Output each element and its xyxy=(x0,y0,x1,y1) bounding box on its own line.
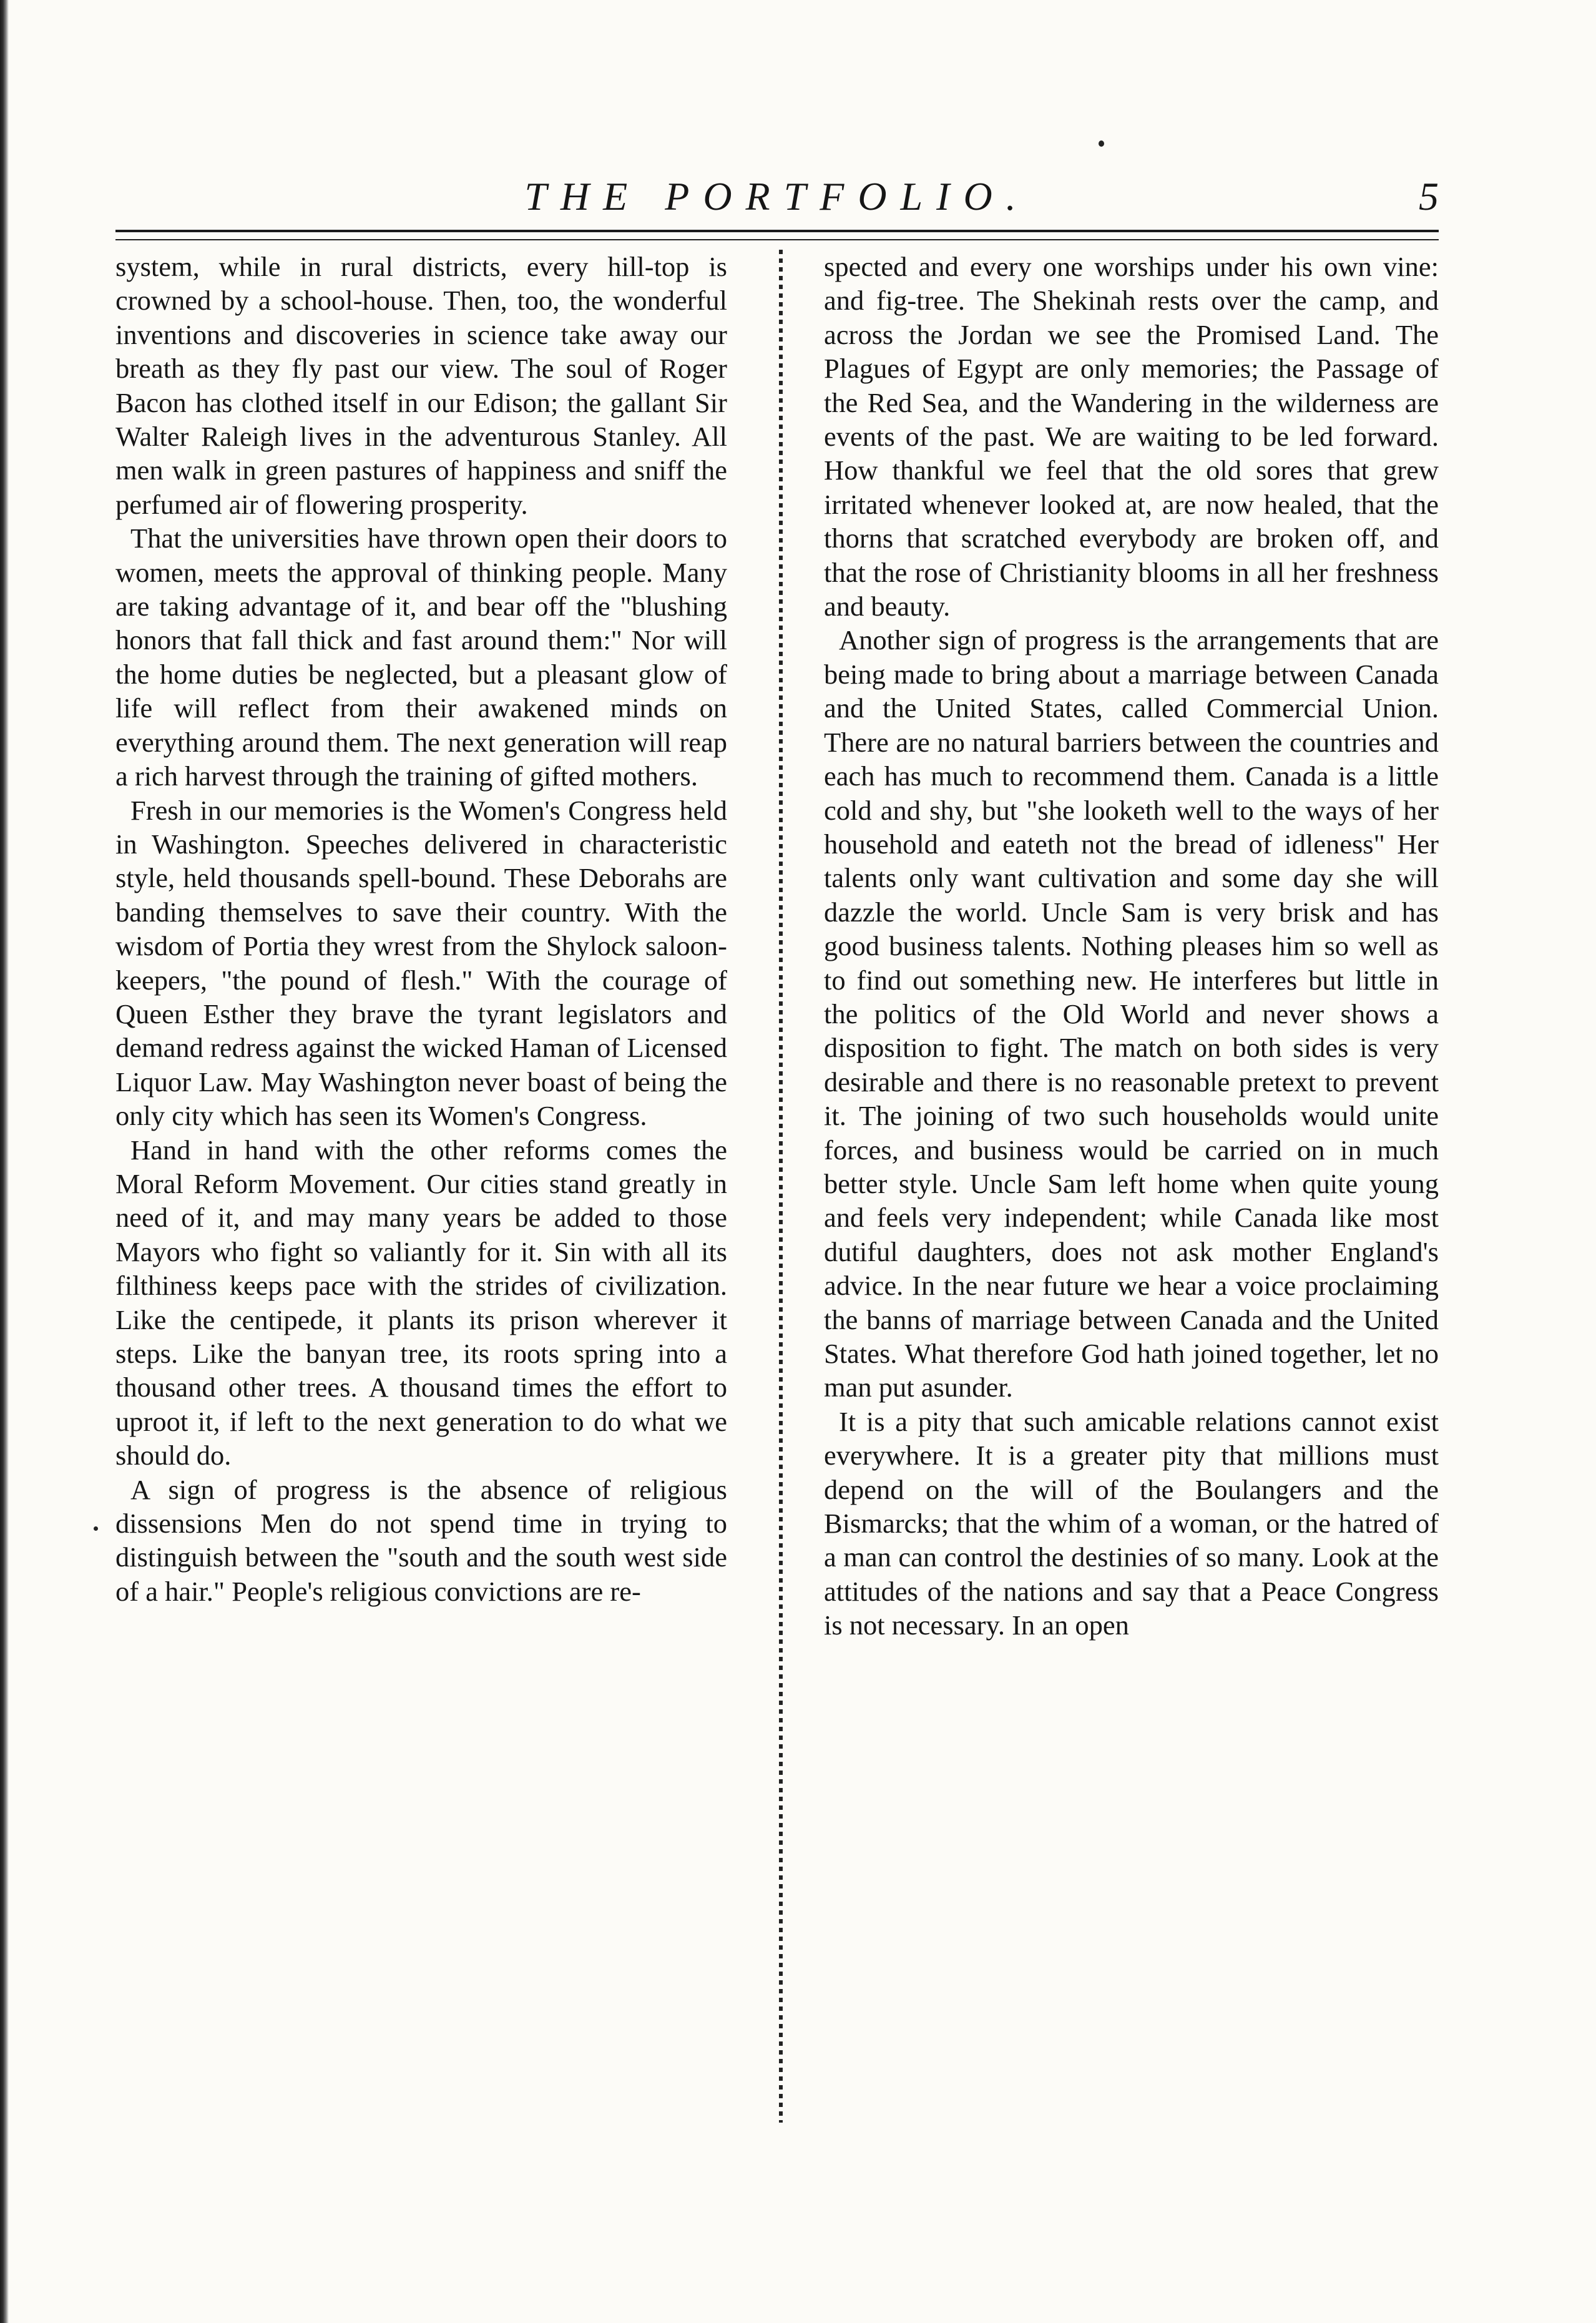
left-paragraph-1: system, while in rural districts, every hill-top is crowned by a school-house. Then, too, the wonderful inventions and discoveries in science take away our breath as they fly past our view. The soul of Roger Bacon has clothed itself in our Edison; the gallant Sir Walter Raleigh lives in the adventurous Stanley. All men walk in green pastures of happiness and sniff the perfumed air of flowering prosperity. xyxy=(115,251,727,520)
left-paragraph-3: Fresh in our memories is the Women's Congress held in Washington. Speeches delivered in characteristic style, held thousands spell-bound. These Deborahs are banding themselves to save their country. With the wisdom of Portia they wrest from the Shylock saloon-keepers, "the pound of flesh." With the courage of Queen Esther they brave the tyrant legislators and demand redress against the wicked Haman of Licensed Liquor Law. May Washington never boast of being the only city which has seen its Women's Congress. xyxy=(115,794,727,1132)
page-number: 5 xyxy=(1419,174,1439,219)
left-column xyxy=(115,250,727,1608)
right-column xyxy=(824,250,1439,1643)
column-divider-dotted xyxy=(779,250,783,2123)
left-paragraph-5: A sign of progress is the absence of religious dissensions Men do not spend time in trying to distinguish between the "south and the south west side of a hair." People's religious convictions are re- xyxy=(115,1473,727,1607)
header-rule-thin xyxy=(115,239,1439,240)
right-paragraph-2: Another sign of progress is the arrangements that are being made to bring about a marriage between Canada and the United States, called Commercial Union. There are no natural barriers between the countries and each has much to recommend them. Canada is a little cold and shy, but "she looketh well to the ways of her household and eateth not the bread of idleness" Her talents only want cultivation and some day she will dazzle the world. Uncle Sam is very brisk and has good business talents. Nothing pleases him so well as to find out something new. He interferes but little in the politics of the Old World and never shows a disposition to fight. The match on both sides is very desirable and there is no reasonable pretext to prevent it. The joining of two such households would unite forces, and business would be carried on in much better style. Uncle Sam left home when quite young and feels very independent; while Canada like most dutiful daughters, does not ask mother England's advice. In the near future we hear a voice proclaiming the banns of marriage between Canada and the United States. What therefore God hath joined together, let no man put asunder. xyxy=(824,624,1439,1403)
header-rule-thick xyxy=(115,230,1439,232)
left-paragraph-4: Hand in hand with the other reforms comes the Moral Reform Movement. Our cities stand greatly in need of it, and may many years be added to those Mayors who fight so valiantly for it. Sin with all its filthiness keeps pace with the strides of civilization. Like the centipede, it plants its prison wherever it steps. Like the banyan tree, its roots spring into a thousand other trees. A thousand times the effort to uproot it, if left to the next generation to do what we should do. xyxy=(115,1134,727,1471)
right-paragraph-3: It is a pity that such amicable relations cannot exist everywhere. It is a greater pity that millions must depend on the will of the Boulangers and the Bismarcks; that the whim of a woman, or the hatred of a man can control the destinies of so many. Look at the attitudes of the nations and say that a Peace Congress is not necessary. In an open xyxy=(824,1405,1439,1641)
print-speck xyxy=(94,1526,98,1531)
running-header xyxy=(115,169,1439,225)
right-paragraph-1: spected and every one worships under his own vine: and fig-tree. The Shekinah rests over the camp, and across the Jordan we see the Promised Land. The Plagues of Egypt are only memories; the Passage of the Red Sea, and the Wandering in the wilderness are events of the past. We are waiting to be led forward. How thankful we feel that the old sores that grew irritated whenever looked at, are now healed, that the thorns that scratched everybody are broken off, and that the rose of Christianity blooms in all her freshness and beauty. xyxy=(824,251,1439,622)
page-spine-edge xyxy=(0,0,9,2323)
journal-title: THE PORTFOLIO. xyxy=(524,174,1030,219)
print-speck xyxy=(1099,140,1104,147)
left-paragraph-2: That the universities have thrown open their doors to women, meets the approval of thinking people. Many are taking advantage of it, and bear off the "blushing honors that fall thick and fast around them:" Nor will the home duties be neglected, but a pleasant glow of life will reflect from their awakened minds on everything around them. The next generation will reap a rich harvest through the training of gifted mothers. xyxy=(115,523,727,792)
page-header-area xyxy=(115,169,1439,225)
